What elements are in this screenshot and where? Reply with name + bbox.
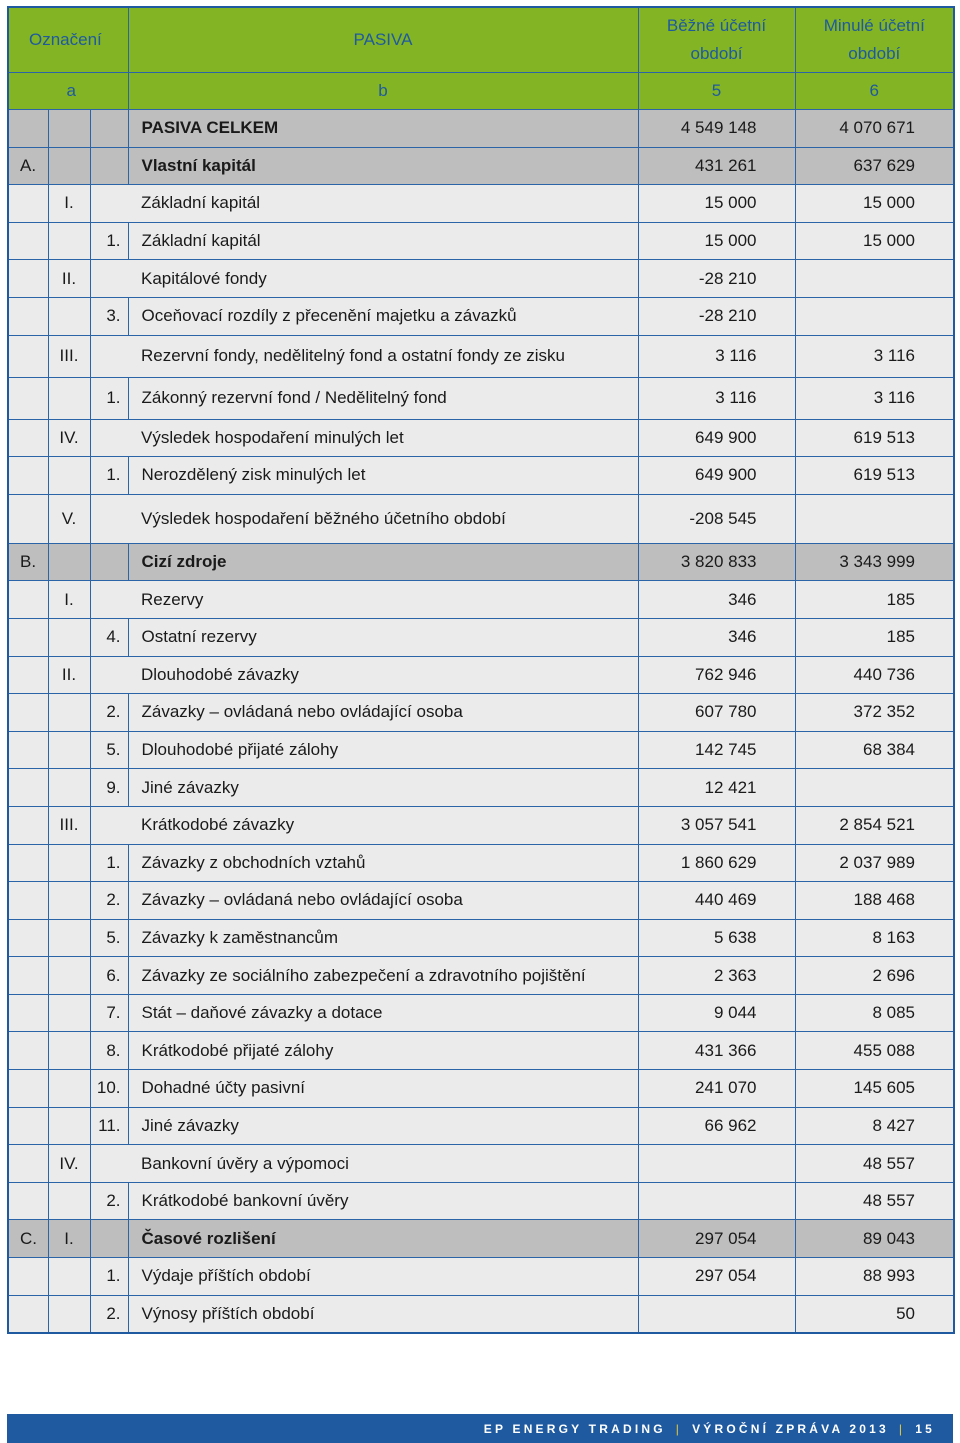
row-label: Dlouhodobé závazky	[128, 656, 638, 694]
row-label: Rezervní fondy, nedělitelný fond a ostatní fondy ze zisku	[128, 335, 638, 377]
row-code-roman	[48, 222, 90, 260]
row-value-current: 15 000	[638, 185, 795, 223]
table-header-row	[8, 7, 954, 73]
row-code-number: 5.	[90, 919, 128, 957]
row-value-previous: 8 163	[795, 919, 954, 957]
row-value-previous: 15 000	[795, 185, 954, 223]
row-value-current: 431 366	[638, 1032, 795, 1070]
row-code-letter	[8, 731, 48, 769]
row-value-current	[638, 1295, 795, 1333]
row-code-letter	[8, 1107, 48, 1145]
row-code-letter: C.	[8, 1220, 48, 1258]
row-code-letter	[8, 260, 48, 298]
row-code-roman	[48, 1070, 90, 1108]
row-code-roman	[48, 618, 90, 656]
row-label: Rezervy	[128, 581, 638, 619]
table-row	[8, 1145, 954, 1183]
row-code-roman	[48, 882, 90, 920]
row-value-previous: 50	[795, 1295, 954, 1333]
row-code-letter	[8, 694, 48, 732]
row-code-roman	[48, 994, 90, 1032]
row-value-previous: 2 696	[795, 957, 954, 995]
row-value-current: 3 057 541	[638, 806, 795, 844]
row-value-previous: 619 513	[795, 419, 954, 457]
row-code-number: 1.	[90, 222, 128, 260]
table-row	[8, 222, 954, 260]
row-value-previous: 3 116	[795, 377, 954, 419]
row-value-current: -28 210	[638, 260, 795, 298]
row-code-letter	[8, 335, 48, 377]
row-label: Krátkodobé bankovní úvěry	[128, 1182, 638, 1220]
row-label: Dlouhodobé přijaté zálohy	[128, 731, 638, 769]
row-value-current: 1 860 629	[638, 844, 795, 882]
row-value-previous: 4 070 671	[795, 110, 954, 148]
row-value-current: 5 638	[638, 919, 795, 957]
table-row	[8, 110, 954, 148]
row-label: Vlastní kapitál	[128, 147, 638, 185]
row-code-number: 1.	[90, 457, 128, 495]
row-code-roman	[48, 1032, 90, 1070]
table-row	[8, 844, 954, 882]
row-label: Výnosy příštích období	[128, 1295, 638, 1333]
row-code-letter	[8, 419, 48, 457]
footer-bar	[7, 1414, 953, 1443]
row-code-letter	[8, 185, 48, 223]
row-code-letter	[8, 882, 48, 920]
table-row	[8, 419, 954, 457]
row-value-previous	[795, 769, 954, 807]
row-code-letter	[8, 769, 48, 807]
row-code-roman: IV.	[48, 419, 90, 457]
row-code-number: 3.	[90, 297, 128, 335]
row-code-roman	[48, 731, 90, 769]
table-row	[8, 377, 954, 419]
table-row	[8, 1070, 954, 1108]
row-value-current: 607 780	[638, 694, 795, 732]
footer-page-number: 15	[915, 1421, 935, 1436]
row-code-letter	[8, 1070, 48, 1108]
row-label: Základní kapitál	[128, 222, 638, 260]
table-row	[8, 919, 954, 957]
index-a: a	[8, 73, 128, 110]
row-label: Výsledek hospodaření běžného účetního období	[128, 494, 638, 543]
row-code-roman	[48, 694, 90, 732]
row-code-number: 1.	[90, 1258, 128, 1296]
row-code-roman	[48, 110, 90, 148]
row-label: Výsledek hospodaření minulých let	[128, 419, 638, 457]
row-value-previous: 88 993	[795, 1258, 954, 1296]
row-code-letter	[8, 494, 48, 543]
table-row	[8, 260, 954, 298]
table-row	[8, 1258, 954, 1296]
row-value-current: 66 962	[638, 1107, 795, 1145]
row-code-number	[90, 185, 128, 223]
row-code-number	[90, 110, 128, 148]
row-code-letter: B.	[8, 543, 48, 581]
row-label: Bankovní úvěry a výpomoci	[128, 1145, 638, 1183]
row-value-previous: 3 116	[795, 335, 954, 377]
row-code-number	[90, 1145, 128, 1183]
row-code-number: 1.	[90, 377, 128, 419]
row-value-current: 431 261	[638, 147, 795, 185]
row-code-number	[90, 1220, 128, 1258]
footer-separator: |	[675, 1421, 683, 1436]
row-code-number	[90, 419, 128, 457]
row-value-current: 142 745	[638, 731, 795, 769]
row-label: Základní kapitál	[128, 185, 638, 223]
row-code-number	[90, 494, 128, 543]
header-oznaceni: Označení	[8, 7, 128, 73]
table-row	[8, 994, 954, 1032]
row-value-current: 346	[638, 581, 795, 619]
header-minule-line1: Minulé účetní	[823, 16, 925, 35]
row-value-current: 3 820 833	[638, 543, 795, 581]
table-row	[8, 1295, 954, 1333]
row-code-number: 9.	[90, 769, 128, 807]
row-value-previous: 2 037 989	[795, 844, 954, 882]
row-value-previous: 89 043	[795, 1220, 954, 1258]
row-value-current: 440 469	[638, 882, 795, 920]
row-label: Ostatní rezervy	[128, 618, 638, 656]
row-code-letter	[8, 297, 48, 335]
table-row	[8, 731, 954, 769]
row-label: Závazky – ovládaná nebo ovládající osoba	[128, 882, 638, 920]
row-code-number: 10.	[90, 1070, 128, 1108]
footer-report: VÝROČNÍ ZPRÁVA 2013	[692, 1421, 889, 1436]
row-code-number: 2.	[90, 1295, 128, 1333]
row-code-roman	[48, 844, 90, 882]
row-value-current	[638, 1182, 795, 1220]
row-code-letter	[8, 1032, 48, 1070]
row-label: Závazky z obchodních vztahů	[128, 844, 638, 882]
row-label: Krátkodobé závazky	[128, 806, 638, 844]
table-row	[8, 494, 954, 543]
table-row	[8, 543, 954, 581]
table-row	[8, 457, 954, 495]
header-bezne-line1: Běžné účetní	[666, 16, 767, 35]
row-code-letter	[8, 1258, 48, 1296]
row-code-number: 5.	[90, 731, 128, 769]
row-value-previous: 8 085	[795, 994, 954, 1032]
row-label: Závazky k zaměstnancům	[128, 919, 638, 957]
row-value-previous: 48 557	[795, 1145, 954, 1183]
row-code-roman	[48, 1107, 90, 1145]
table-row	[8, 1107, 954, 1145]
table-row	[8, 147, 954, 185]
row-label: PASIVA CELKEM	[128, 110, 638, 148]
row-label: Krátkodobé přijaté zálohy	[128, 1032, 638, 1070]
row-value-current: 3 116	[638, 377, 795, 419]
row-code-roman: V.	[48, 494, 90, 543]
row-code-letter	[8, 844, 48, 882]
row-code-roman	[48, 1295, 90, 1333]
row-code-letter	[8, 994, 48, 1032]
row-code-roman: II.	[48, 260, 90, 298]
row-value-previous: 48 557	[795, 1182, 954, 1220]
row-code-number: 2.	[90, 694, 128, 732]
row-value-previous: 637 629	[795, 147, 954, 185]
row-code-letter	[8, 457, 48, 495]
row-code-letter	[8, 919, 48, 957]
row-code-number: 4.	[90, 618, 128, 656]
header-pasiva: PASIVA	[128, 7, 638, 73]
row-value-current: 3 116	[638, 335, 795, 377]
row-code-roman	[48, 457, 90, 495]
table-row	[8, 769, 954, 807]
row-label: Výdaje příštích období	[128, 1258, 638, 1296]
row-value-previous: 3 343 999	[795, 543, 954, 581]
row-code-number	[90, 543, 128, 581]
index-b: b	[128, 73, 638, 110]
table-body	[8, 110, 954, 1334]
row-code-letter	[8, 656, 48, 694]
row-code-letter	[8, 1145, 48, 1183]
table-row	[8, 1032, 954, 1070]
index-6: 6	[795, 73, 954, 110]
row-value-current: 346	[638, 618, 795, 656]
row-label: Cizí zdroje	[128, 543, 638, 581]
header-minule-obdobi	[795, 7, 954, 73]
index-5: 5	[638, 73, 795, 110]
row-code-roman	[48, 769, 90, 807]
row-code-roman: I.	[48, 581, 90, 619]
row-value-previous	[795, 260, 954, 298]
table-row	[8, 581, 954, 619]
table-row	[8, 185, 954, 223]
row-code-number	[90, 335, 128, 377]
row-label: Závazky – ovládaná nebo ovládající osoba	[128, 694, 638, 732]
row-code-letter: A.	[8, 147, 48, 185]
table-index-row	[8, 73, 954, 110]
row-value-previous	[795, 494, 954, 543]
row-code-number: 11.	[90, 1107, 128, 1145]
row-value-previous: 372 352	[795, 694, 954, 732]
row-value-previous: 15 000	[795, 222, 954, 260]
table-row	[8, 957, 954, 995]
row-code-number	[90, 147, 128, 185]
row-value-current: 4 549 148	[638, 110, 795, 148]
row-label: Časové rozlišení	[128, 1220, 638, 1258]
row-value-previous: 8 427	[795, 1107, 954, 1145]
row-code-letter	[8, 806, 48, 844]
row-value-previous	[795, 297, 954, 335]
row-code-letter	[8, 377, 48, 419]
row-value-previous: 440 736	[795, 656, 954, 694]
row-code-number: 8.	[90, 1032, 128, 1070]
row-label: Oceňovací rozdíly z přecenění majetku a závazků	[128, 297, 638, 335]
row-value-previous: 185	[795, 581, 954, 619]
row-code-letter	[8, 618, 48, 656]
row-value-previous: 455 088	[795, 1032, 954, 1070]
row-code-number: 2.	[90, 882, 128, 920]
row-code-number	[90, 260, 128, 298]
row-value-current: 241 070	[638, 1070, 795, 1108]
row-code-roman: IV.	[48, 1145, 90, 1183]
row-value-current: 15 000	[638, 222, 795, 260]
table-row	[8, 1220, 954, 1258]
row-code-roman	[48, 147, 90, 185]
row-value-current: -28 210	[638, 297, 795, 335]
row-label: Jiné závazky	[128, 1107, 638, 1145]
row-code-number: 2.	[90, 1182, 128, 1220]
row-code-roman	[48, 919, 90, 957]
row-code-roman	[48, 297, 90, 335]
header-bezne-obdobi	[638, 7, 795, 73]
row-value-current: 9 044	[638, 994, 795, 1032]
row-value-current: 297 054	[638, 1258, 795, 1296]
row-value-current: 297 054	[638, 1220, 795, 1258]
footer-company: EP ENERGY TRADING	[483, 1421, 666, 1436]
row-code-letter	[8, 1182, 48, 1220]
table-row	[8, 806, 954, 844]
header-bezne-line2: období	[690, 44, 743, 63]
table-row	[8, 882, 954, 920]
row-value-current: 762 946	[638, 656, 795, 694]
row-code-number: 7.	[90, 994, 128, 1032]
row-code-number: 6.	[90, 957, 128, 995]
row-code-roman	[48, 957, 90, 995]
row-value-previous: 68 384	[795, 731, 954, 769]
row-code-letter	[8, 222, 48, 260]
row-code-roman	[48, 1258, 90, 1296]
row-value-previous: 145 605	[795, 1070, 954, 1108]
row-code-roman	[48, 1182, 90, 1220]
row-code-letter	[8, 581, 48, 619]
row-code-number	[90, 806, 128, 844]
row-code-roman: I.	[48, 1220, 90, 1258]
row-code-letter	[8, 110, 48, 148]
row-code-roman: III.	[48, 806, 90, 844]
balance-sheet-liabilities-table	[7, 6, 955, 1334]
row-label: Stát – daňové závazky a dotace	[128, 994, 638, 1032]
row-label: Jiné závazky	[128, 769, 638, 807]
row-value-current: 12 421	[638, 769, 795, 807]
row-code-letter	[8, 957, 48, 995]
table-row	[8, 335, 954, 377]
table-row	[8, 618, 954, 656]
row-value-current: 2 363	[638, 957, 795, 995]
table-row	[8, 694, 954, 732]
row-label: Dohadné účty pasivní	[128, 1070, 638, 1108]
row-code-roman: II.	[48, 656, 90, 694]
table-row	[8, 656, 954, 694]
row-code-number	[90, 581, 128, 619]
row-value-previous: 2 854 521	[795, 806, 954, 844]
row-code-roman	[48, 543, 90, 581]
table-row	[8, 297, 954, 335]
table-row	[8, 1182, 954, 1220]
row-code-letter	[8, 1295, 48, 1333]
row-value-previous: 185	[795, 618, 954, 656]
row-label: Zákonný rezervní fond / Nedělitelný fond	[128, 377, 638, 419]
row-value-current: 649 900	[638, 419, 795, 457]
row-value-current	[638, 1145, 795, 1183]
row-code-roman: I.	[48, 185, 90, 223]
row-label: Nerozdělený zisk minulých let	[128, 457, 638, 495]
row-code-roman: III.	[48, 335, 90, 377]
row-value-previous: 188 468	[795, 882, 954, 920]
row-label: Kapitálové fondy	[128, 260, 638, 298]
footer-separator: |	[898, 1421, 906, 1436]
row-code-number	[90, 656, 128, 694]
header-minule-line2: období	[848, 44, 901, 63]
row-label: Závazky ze sociálního zabezpečení a zdravotního pojištění	[128, 957, 638, 995]
row-code-roman	[48, 377, 90, 419]
row-code-number: 1.	[90, 844, 128, 882]
row-value-previous: 619 513	[795, 457, 954, 495]
row-value-current: 649 900	[638, 457, 795, 495]
row-value-current: -208 545	[638, 494, 795, 543]
